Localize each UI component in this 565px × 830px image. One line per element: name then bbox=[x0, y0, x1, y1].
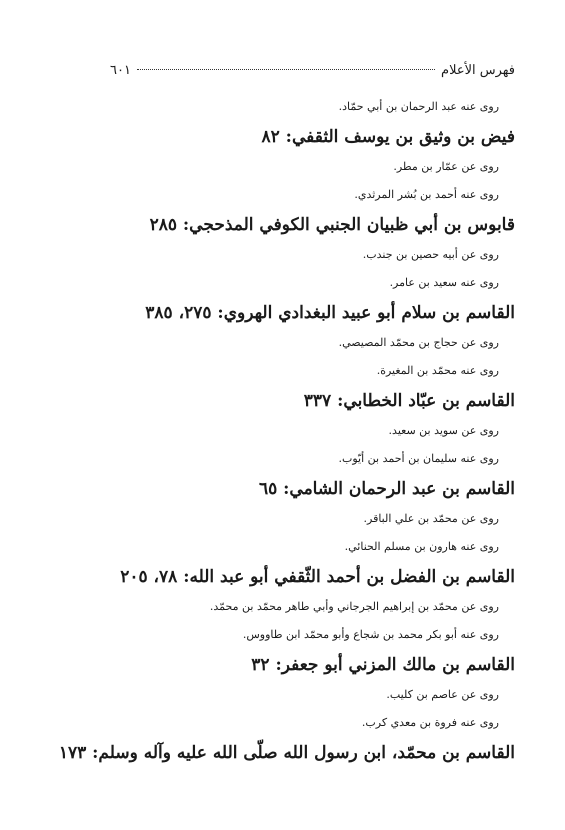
narrator-line: روى عن محمّد بن إبراهيم الجرجاني وأبي طاهر محمّد بن محمّد. bbox=[209, 600, 499, 613]
narrator-line: روى عنه عبد الرحمان بن أبي حمّاد. bbox=[338, 100, 499, 113]
entry-heading: القاسم بن عبد الرحمان الشامي: ٦٥ bbox=[258, 479, 515, 499]
narrator-line: روى عنه أبو بكر محمد بن شجاع وأبو محمّد ابن طاووس. bbox=[242, 628, 499, 641]
entry-heading: قابوس بن أبي ظبيان الجنبي الكوفي المذحجي: ٢٨٥ bbox=[149, 215, 515, 235]
narrator-line: روى عنه هارون بن مسلم الحنائي. bbox=[344, 540, 499, 553]
header-title: فهرس الأعلام bbox=[441, 63, 515, 78]
narrator-line: روى عنه فروة بن معدي كرب. bbox=[361, 716, 499, 729]
narrator-line: روى عنه سليمان بن أحمد بن أيّوب. bbox=[338, 452, 499, 465]
narrator-line: روى عن عمّار بن مطر. bbox=[393, 160, 499, 173]
narrator-line: روى عنه سعيد بن عامر. bbox=[389, 276, 499, 289]
entry-heading: فيض بن وثيق بن يوسف الثقفي: ٨٢ bbox=[261, 127, 515, 147]
narrator-line: روى عن حجاج بن محمّد المصيصي. bbox=[338, 336, 499, 349]
narrator-line: روى عنه محمّد بن المغيرة. bbox=[376, 364, 499, 377]
entry-heading: القاسم بن مالك المزني أبو جعفر: ٣٢ bbox=[251, 655, 515, 675]
narrator-line: روى عن أبيه حصين بن جندب. bbox=[362, 248, 499, 261]
narrator-line: روى عن سويد بن سعيد. bbox=[388, 424, 499, 437]
narrator-line: روى عنه أحمد بن بُشر المرثدي. bbox=[354, 188, 499, 201]
page-number: ٦٠١ bbox=[110, 63, 131, 78]
entry-heading: القاسم بن الفضل بن أحمد الثّقفي أبو عبد الله: ٧٨، ٢٠٥ bbox=[120, 567, 515, 587]
entry-heading: القاسم بن محمّد، ابن رسول الله صلّى الله عليه وآله وسلم: ١٧٣ bbox=[58, 743, 515, 763]
entry-heading: القاسم بن سلام أبو عبيد البغدادي الهروي: ٢٧٥، ٣٨٥ bbox=[145, 303, 515, 323]
running-header bbox=[110, 63, 515, 89]
narrator-line: روى عن عاصم بن كليب. bbox=[386, 688, 499, 701]
entry-heading: القاسم بن عبّاد الخطابي: ٣٣٧ bbox=[303, 391, 515, 411]
index-entries bbox=[58, 100, 515, 770]
narrator-line: روى عن محمّد بن علي الباقر. bbox=[363, 512, 499, 525]
header-dot-leader bbox=[137, 68, 435, 70]
